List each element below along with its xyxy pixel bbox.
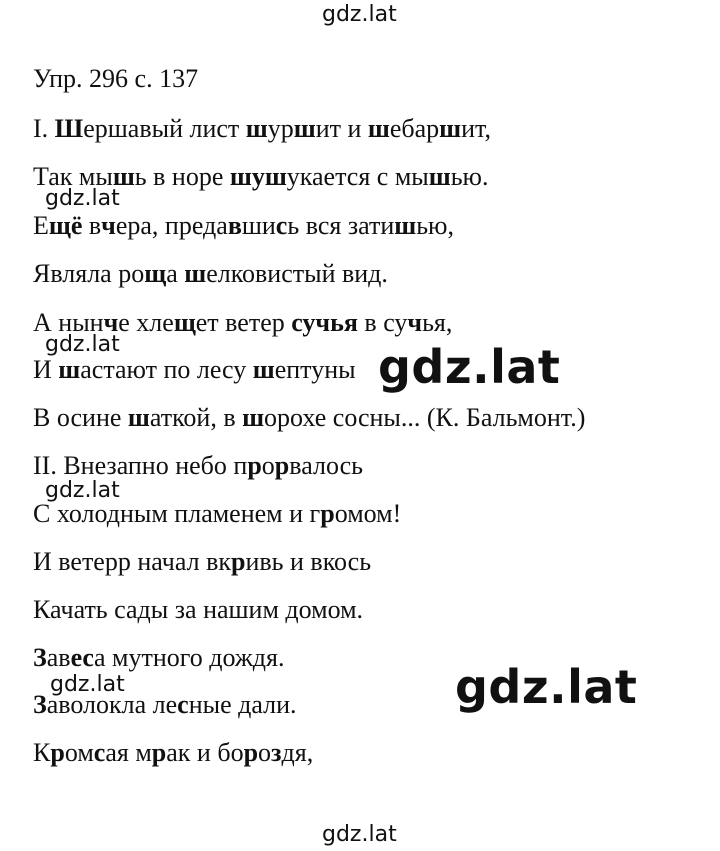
highlighted-letters: с bbox=[177, 690, 189, 719]
text-segment: о bbox=[258, 738, 272, 767]
highlighted-letters: з bbox=[271, 738, 282, 767]
text-segment: ур bbox=[267, 114, 294, 143]
poem-line bbox=[33, 692, 297, 718]
text-segment: астают по лесу bbox=[80, 355, 253, 384]
text-segment: ью. bbox=[450, 162, 489, 191]
highlighted-letters: щё bbox=[48, 211, 83, 240]
poem-line bbox=[33, 597, 363, 623]
text-segment: ав bbox=[46, 643, 71, 672]
highlighted-letters: р bbox=[243, 738, 259, 767]
text-segment: ом bbox=[64, 738, 94, 767]
poem-line bbox=[33, 357, 356, 383]
watermark: gdz.lat bbox=[45, 478, 120, 503]
highlighted-letters: ш bbox=[293, 114, 316, 143]
highlighted-letters: ч bbox=[101, 211, 116, 240]
poem-line bbox=[33, 645, 285, 671]
text-segment: ептуны bbox=[274, 355, 356, 384]
text-segment: дя, bbox=[281, 738, 314, 767]
poem-line bbox=[33, 116, 491, 142]
text-segment: ью, bbox=[416, 211, 454, 240]
poem-line bbox=[33, 501, 401, 527]
highlighted-letters: в bbox=[227, 211, 242, 240]
highlighted-letters: щ bbox=[173, 308, 196, 337]
text-segment: омом! bbox=[334, 499, 402, 528]
highlighted-letters: е bbox=[70, 643, 83, 672]
text-segment: в су bbox=[357, 308, 408, 337]
text-segment: р bbox=[117, 547, 131, 576]
watermark: gdz.lat bbox=[50, 672, 125, 697]
poem-line bbox=[33, 310, 452, 336]
text-segment: ши bbox=[241, 211, 276, 240]
text-segment: А нын bbox=[33, 308, 104, 337]
watermark: gdz.lat bbox=[45, 186, 120, 211]
poem-line bbox=[33, 405, 585, 431]
text-segment: ь в норе bbox=[134, 162, 230, 191]
poem-line bbox=[33, 453, 363, 479]
text-segment: а bbox=[166, 259, 185, 288]
highlighted-letters: ш bbox=[428, 162, 451, 191]
highlighted-letters: ш bbox=[245, 114, 268, 143]
text-segment: е хле bbox=[118, 308, 174, 337]
text-segment: аткой, в bbox=[149, 403, 243, 432]
highlighted-letters: р bbox=[320, 499, 335, 528]
highlighted-letters: ш bbox=[184, 259, 207, 288]
text-segment: ак и бо bbox=[166, 738, 244, 767]
highlighted-letters: З bbox=[33, 690, 47, 719]
highlighted-letters: р bbox=[50, 738, 65, 767]
highlighted-letters: ч bbox=[407, 308, 423, 337]
text-segment: а мутного дождя. bbox=[93, 643, 285, 672]
exercise-header: Упр. 296 с. 137 bbox=[33, 64, 199, 93]
text-segment: Так мы bbox=[33, 162, 113, 191]
highlighted-letters: с bbox=[275, 211, 288, 240]
text-segment: ершавый лист bbox=[83, 114, 246, 143]
highlighted-letters: р bbox=[151, 738, 167, 767]
poem-line bbox=[33, 261, 388, 287]
text-segment: ные дали. bbox=[188, 690, 297, 719]
poem-line bbox=[33, 213, 454, 239]
highlighted-letters: щ bbox=[144, 259, 167, 288]
highlighted-letters: ш bbox=[242, 403, 265, 432]
text-segment: аволокла ле bbox=[46, 690, 178, 719]
highlighted-letters: ч bbox=[103, 308, 119, 337]
text-segment: В осине bbox=[33, 403, 128, 432]
highlighted-letters: Ш bbox=[54, 114, 84, 143]
text-segment: ера, преда bbox=[115, 211, 228, 240]
text-segment: ет ветер bbox=[195, 308, 292, 337]
highlighted-letters: ш bbox=[439, 114, 462, 143]
watermark: gdz.lat bbox=[45, 332, 120, 357]
highlighted-letters: ш bbox=[112, 162, 135, 191]
text-segment: Являла ро bbox=[33, 259, 145, 288]
poem-line bbox=[33, 164, 488, 190]
text-segment: ая м bbox=[105, 738, 152, 767]
highlighted-letters: ш bbox=[252, 355, 275, 384]
text-segment: ья, bbox=[422, 308, 453, 337]
highlighted-letters: ш bbox=[367, 114, 390, 143]
watermark-large: gdz.lat bbox=[455, 660, 638, 714]
highlighted-letters: с bbox=[93, 738, 106, 767]
watermark: gdz.lat bbox=[322, 822, 397, 847]
watermark-large: gdz.lat bbox=[378, 340, 561, 394]
text-segment: I. bbox=[33, 114, 55, 143]
text-segment: в bbox=[82, 211, 102, 240]
highlighted-letters: ш bbox=[127, 403, 150, 432]
text-segment: орохе сосны... (К. Бальмонт.) bbox=[264, 403, 586, 432]
highlighted-letters: ш bbox=[394, 211, 417, 240]
text-segment: К bbox=[33, 738, 51, 767]
highlighted-letters: р bbox=[274, 451, 290, 480]
text-segment: С холодным пламенем и г bbox=[33, 499, 321, 528]
text-segment: ь вся зати bbox=[287, 211, 395, 240]
text-segment: елковистый вид. bbox=[206, 259, 388, 288]
text-segment: валось bbox=[289, 451, 363, 480]
text-segment: о bbox=[261, 451, 275, 480]
text-segment: И ветер bbox=[33, 547, 118, 576]
text-segment: начал вк bbox=[130, 547, 231, 576]
poem-line bbox=[33, 549, 371, 575]
text-segment: Е bbox=[33, 211, 49, 240]
highlighted-letters: шуш bbox=[229, 162, 287, 191]
text-segment: ит и bbox=[315, 114, 368, 143]
watermark: gdz.lat bbox=[322, 2, 397, 27]
highlighted-letters: р bbox=[247, 451, 262, 480]
highlighted-letters: З bbox=[33, 643, 47, 672]
highlighted-letters: с bbox=[82, 643, 94, 672]
text-segment: ит, bbox=[461, 114, 491, 143]
poem-line bbox=[33, 740, 313, 766]
text-segment: И bbox=[33, 355, 59, 384]
text-segment: укается с мы bbox=[286, 162, 429, 191]
text-segment: II. Внезапно небо п bbox=[33, 451, 248, 480]
text-segment: ебар bbox=[389, 114, 440, 143]
text-segment: ивь и вкось bbox=[245, 547, 372, 576]
highlighted-letters: сучья bbox=[291, 308, 358, 337]
highlighted-letters: ш bbox=[58, 355, 81, 384]
text-segment: Качать сады за нашим домом. bbox=[33, 595, 364, 624]
highlighted-letters: р bbox=[230, 547, 246, 576]
